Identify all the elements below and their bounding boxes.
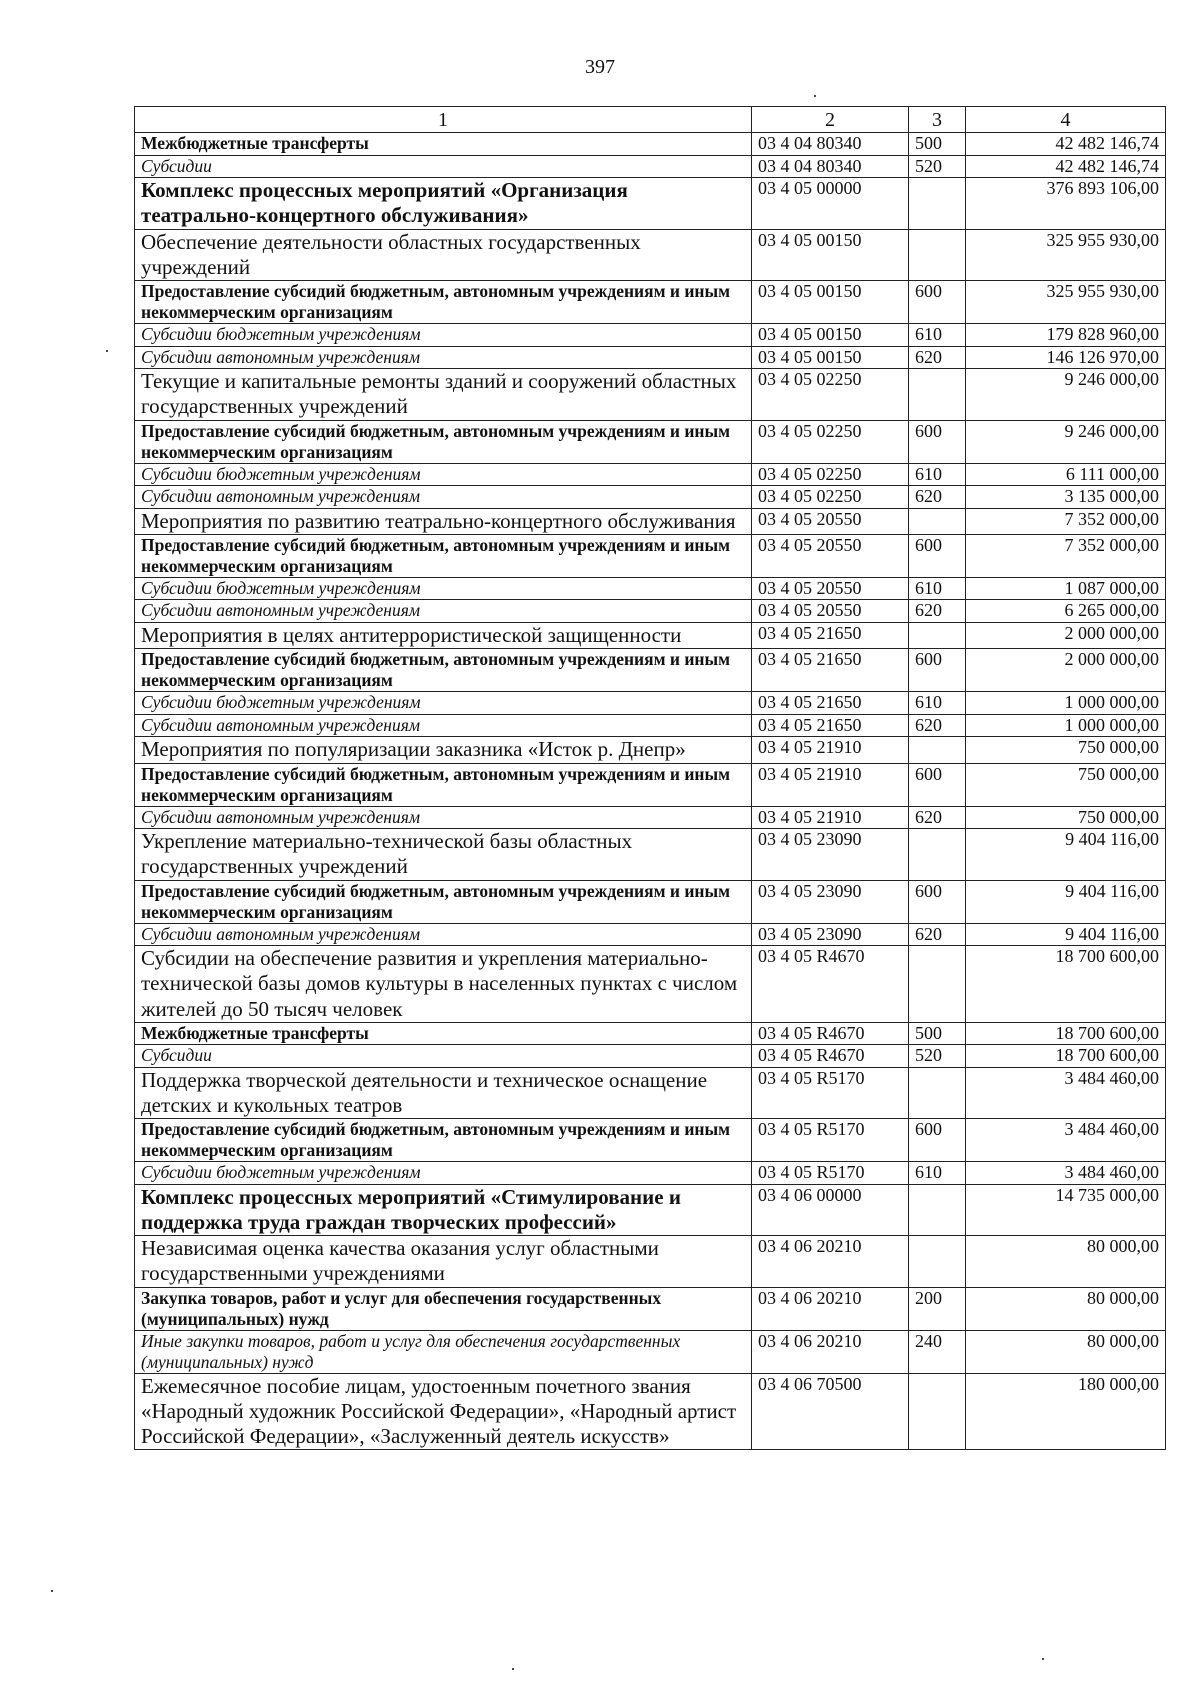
row-amount-cell: 2 000 000,00 [966,623,1166,649]
row-type-cell [909,229,966,280]
row-code-cell: 03 4 06 70500 [752,1373,909,1450]
row-type-cell [909,946,966,1023]
row-type-cell: 200 [909,1287,966,1330]
row-name-cell: Межбюджетные трансферты [135,133,752,156]
table-row [135,229,1166,280]
row-amount-cell: 18 700 600,00 [966,1045,1166,1068]
table-row [135,1119,1166,1162]
row-amount-cell: 9 404 116,00 [966,923,1166,946]
row-name-cell: Субсидии на обеспечение развития и укрепления материально-технической базы домов культуры в населенных пунктах с числом жителей до 50 тысяч человек [135,946,752,1023]
row-type-cell: 520 [909,155,966,178]
column-header: 4 [966,107,1166,133]
row-type-cell: 600 [909,880,966,923]
row-type-cell: 620 [909,486,966,509]
row-name-cell: Предоставление субсидий бюджетным, автономным учреждениям и иным некоммерческим организациям [135,649,752,692]
row-name-cell: Субсидии автономным учреждениям [135,486,752,509]
row-name-cell: Субсидии бюджетным учреждениям [135,1162,752,1185]
table-row [135,133,1166,156]
row-name-cell: Обеспечение деятельности областных государственных учреждений [135,229,752,280]
row-amount-cell: 179 828 960,00 [966,323,1166,346]
row-code-cell: 03 4 05 23090 [752,880,909,923]
row-amount-cell: 7 352 000,00 [966,508,1166,534]
table-row [135,1236,1166,1287]
row-code-cell: 03 4 05 00150 [752,229,909,280]
row-amount-cell: 3 484 460,00 [966,1162,1166,1185]
row-type-cell: 520 [909,1045,966,1068]
table-row [135,1162,1166,1185]
row-type-cell: 240 [909,1330,966,1373]
row-name-cell: Субсидии автономным учреждениям [135,346,752,369]
row-type-cell [909,1067,966,1118]
row-name-cell: Поддержка творческой деятельности и техническое оснащение детских и кукольных театров [135,1067,752,1118]
table-row [135,946,1166,1023]
row-code-cell: 03 4 05 21650 [752,714,909,737]
budget-table [134,106,1166,1450]
row-name-cell: Иные закупки товаров, работ и услуг для обеспечения государственных (муниципальных) нужд [135,1330,752,1373]
row-code-cell: 03 4 05 02250 [752,369,909,420]
table-row [135,1184,1166,1235]
row-code-cell: 03 4 05 20550 [752,534,909,577]
table-row [135,178,1166,229]
scan-speck [814,95,816,97]
row-type-cell: 600 [909,649,966,692]
row-amount-cell: 2 000 000,00 [966,649,1166,692]
row-type-cell: 500 [909,133,966,156]
table-row [135,1067,1166,1118]
row-type-cell: 600 [909,534,966,577]
row-type-cell: 610 [909,577,966,600]
row-code-cell: 03 4 05 00000 [752,178,909,229]
row-name-cell: Предоставление субсидий бюджетным, автономным учреждениям и иным некоммерческим организациям [135,280,752,323]
table-row [135,323,1166,346]
table-row [135,346,1166,369]
row-amount-cell: 750 000,00 [966,806,1166,829]
row-amount-cell: 14 735 000,00 [966,1184,1166,1235]
row-name-cell: Субсидии автономным учреждениям [135,600,752,623]
row-name-cell: Субсидии автономным учреждениям [135,923,752,946]
row-code-cell: 03 4 06 20210 [752,1330,909,1373]
row-amount-cell: 6 265 000,00 [966,600,1166,623]
table-row [135,463,1166,486]
row-code-cell: 03 4 04 80340 [752,155,909,178]
row-code-cell: 03 4 05 20550 [752,600,909,623]
table-row [135,420,1166,463]
row-type-cell [909,369,966,420]
row-code-cell: 03 4 06 00000 [752,1184,909,1235]
row-amount-cell: 42 482 146,74 [966,133,1166,156]
row-type-cell [909,1184,966,1235]
row-amount-cell: 1 000 000,00 [966,714,1166,737]
row-name-cell: Текущие и капитальные ремонты зданий и сооружений областных государственных учреждений [135,369,752,420]
row-type-cell [909,178,966,229]
scan-speck [1042,1658,1044,1660]
row-name-cell: Предоставление субсидий бюджетным, автономным учреждениям и иным некоммерческим организациям [135,880,752,923]
row-type-cell: 620 [909,806,966,829]
row-amount-cell: 6 111 000,00 [966,463,1166,486]
row-amount-cell: 3 135 000,00 [966,486,1166,509]
table-row [135,829,1166,880]
row-code-cell: 03 4 05 20550 [752,508,909,534]
table-row [135,806,1166,829]
row-code-cell: 03 4 04 80340 [752,133,909,156]
table-row [135,880,1166,923]
row-type-cell: 500 [909,1022,966,1045]
row-amount-cell: 750 000,00 [966,737,1166,763]
row-code-cell: 03 4 05 R5170 [752,1162,909,1185]
row-type-cell: 620 [909,600,966,623]
row-name-cell: Комплекс процессных мероприятий «Организация театрально-концертного обслуживания» [135,178,752,229]
row-type-cell: 620 [909,923,966,946]
row-amount-cell: 750 000,00 [966,763,1166,806]
table-row [135,577,1166,600]
row-name-cell: Субсидии бюджетным учреждениям [135,463,752,486]
row-name-cell: Независимая оценка качества оказания услуг областными государственными учреждениями [135,1236,752,1287]
row-name-cell: Предоставление субсидий бюджетным, автономным учреждениям и иным некоммерческим организациям [135,534,752,577]
row-code-cell: 03 4 05 21910 [752,737,909,763]
scan-speck [51,1590,53,1592]
row-type-cell: 620 [909,346,966,369]
row-code-cell: 03 4 05 23090 [752,829,909,880]
row-type-cell [909,737,966,763]
row-amount-cell: 42 482 146,74 [966,155,1166,178]
row-type-cell: 610 [909,692,966,715]
row-type-cell: 600 [909,280,966,323]
row-amount-cell: 3 484 460,00 [966,1067,1166,1118]
row-name-cell: Закупка товаров, работ и услуг для обеспечения государственных (муниципальных) нужд [135,1287,752,1330]
row-type-cell [909,508,966,534]
column-header: 3 [909,107,966,133]
row-name-cell: Мероприятия по популяризации заказника «Исток р. Днепр» [135,737,752,763]
row-amount-cell: 18 700 600,00 [966,946,1166,1023]
scan-speck [512,1668,514,1670]
row-name-cell: Комплекс процессных мероприятий «Стимулирование и поддержка труда граждан творческих профессий» [135,1184,752,1235]
table-row [135,737,1166,763]
row-amount-cell: 80 000,00 [966,1330,1166,1373]
row-type-cell [909,829,966,880]
table-row [135,1330,1166,1373]
row-amount-cell: 7 352 000,00 [966,534,1166,577]
row-type-cell [909,623,966,649]
row-name-cell: Предоставление субсидий бюджетным, автономным учреждениям и иным некоммерческим организациям [135,420,752,463]
page-number: 397 [585,56,615,78]
table-row [135,600,1166,623]
row-code-cell: 03 4 05 02250 [752,420,909,463]
row-name-cell: Субсидии автономным учреждениям [135,714,752,737]
table-row [135,369,1166,420]
row-code-cell: 03 4 06 20210 [752,1287,909,1330]
row-name-cell: Предоставление субсидий бюджетным, автономным учреждениям и иным некоммерческим организациям [135,763,752,806]
row-amount-cell: 376 893 106,00 [966,178,1166,229]
row-code-cell: 03 4 05 R4670 [752,1045,909,1068]
column-header: 1 [135,107,752,133]
row-name-cell: Предоставление субсидий бюджетным, автономным учреждениям и иным некоммерческим организациям [135,1119,752,1162]
table-row [135,486,1166,509]
row-amount-cell: 9 246 000,00 [966,369,1166,420]
row-amount-cell: 80 000,00 [966,1236,1166,1287]
row-type-cell [909,1236,966,1287]
row-code-cell: 03 4 05 R5170 [752,1119,909,1162]
table-row [135,280,1166,323]
row-name-cell: Субсидии автономным учреждениям [135,806,752,829]
row-type-cell: 600 [909,763,966,806]
row-name-cell: Мероприятия по развитию театрально-концертного обслуживания [135,508,752,534]
column-header: 2 [752,107,909,133]
row-amount-cell: 9 404 116,00 [966,880,1166,923]
row-code-cell: 03 4 05 02250 [752,486,909,509]
row-amount-cell: 1 000 000,00 [966,692,1166,715]
row-code-cell: 03 4 05 R4670 [752,946,909,1023]
row-amount-cell: 180 000,00 [966,1373,1166,1450]
table-header-row [135,107,1166,133]
table-row [135,649,1166,692]
table-row [135,1022,1166,1045]
row-code-cell: 03 4 06 20210 [752,1236,909,1287]
row-name-cell: Субсидии [135,155,752,178]
row-code-cell: 03 4 05 00150 [752,346,909,369]
table-row [135,623,1166,649]
row-name-cell: Ежемесячное пособие лицам, удостоенным почетного звания «Народный художник Российской Федерации», «Народный артист Российской Федерации», «Заслуженный деятель искусств» [135,1373,752,1450]
table-row [135,1045,1166,1068]
row-type-cell: 610 [909,323,966,346]
table-row [135,923,1166,946]
row-type-cell: 600 [909,1119,966,1162]
row-name-cell: Мероприятия в целях антитеррористической защищенности [135,623,752,649]
table-row [135,155,1166,178]
row-code-cell: 03 4 05 00150 [752,323,909,346]
table-row [135,1373,1166,1450]
row-code-cell: 03 4 05 00150 [752,280,909,323]
row-type-cell: 600 [909,420,966,463]
table-row [135,1287,1166,1330]
row-name-cell: Субсидии бюджетным учреждениям [135,692,752,715]
table-row [135,534,1166,577]
row-name-cell: Субсидии бюджетным учреждениям [135,577,752,600]
row-code-cell: 03 4 05 21910 [752,806,909,829]
row-type-cell: 610 [909,463,966,486]
row-name-cell: Межбюджетные трансферты [135,1022,752,1045]
table-row [135,692,1166,715]
row-type-cell [909,1373,966,1450]
row-amount-cell: 9 246 000,00 [966,420,1166,463]
row-amount-cell: 325 955 930,00 [966,280,1166,323]
row-amount-cell: 18 700 600,00 [966,1022,1166,1045]
row-amount-cell: 80 000,00 [966,1287,1166,1330]
row-code-cell: 03 4 05 21650 [752,623,909,649]
row-amount-cell: 1 087 000,00 [966,577,1166,600]
table-row [135,714,1166,737]
row-code-cell: 03 4 05 21650 [752,649,909,692]
row-code-cell: 03 4 05 21650 [752,692,909,715]
table-row [135,508,1166,534]
row-code-cell: 03 4 05 23090 [752,923,909,946]
row-type-cell: 620 [909,714,966,737]
row-code-cell: 03 4 05 R4670 [752,1022,909,1045]
row-name-cell: Укрепление материально-технической базы областных государственных учреждений [135,829,752,880]
row-type-cell: 610 [909,1162,966,1185]
scan-speck [106,350,108,352]
row-name-cell: Субсидии [135,1045,752,1068]
row-name-cell: Субсидии бюджетным учреждениям [135,323,752,346]
row-code-cell: 03 4 05 02250 [752,463,909,486]
row-amount-cell: 3 484 460,00 [966,1119,1166,1162]
row-code-cell: 03 4 05 21910 [752,763,909,806]
row-code-cell: 03 4 05 20550 [752,577,909,600]
row-code-cell: 03 4 05 R5170 [752,1067,909,1118]
row-amount-cell: 9 404 116,00 [966,829,1166,880]
table-row [135,763,1166,806]
row-amount-cell: 146 126 970,00 [966,346,1166,369]
row-amount-cell: 325 955 930,00 [966,229,1166,280]
